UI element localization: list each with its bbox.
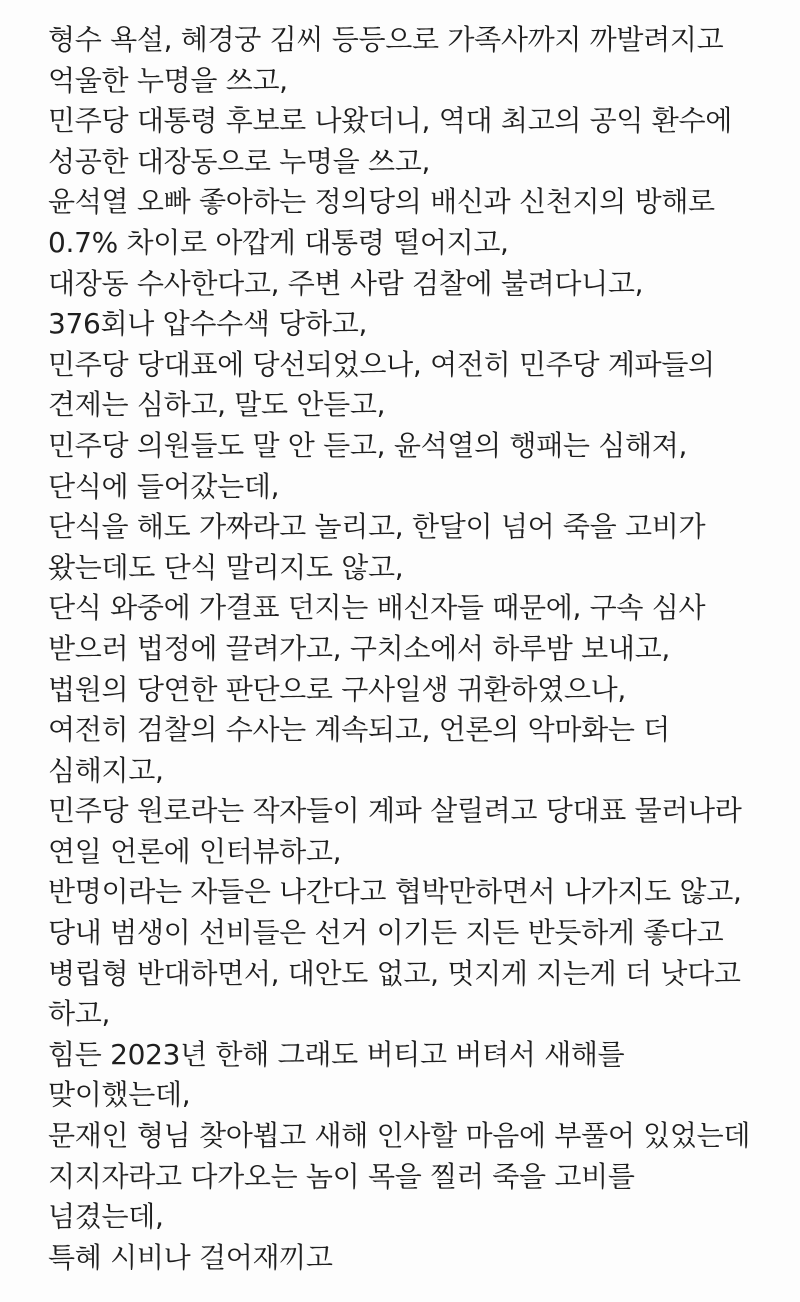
text-line: 376회나 압수수색 당하고, [48, 307, 368, 341]
text-line: 연일 언론에 인터뷰하고, [48, 834, 342, 868]
text-line: 왔는데도 단식 말리지도 않고, [48, 550, 404, 584]
text-line: 윤석열 오빠 좋아하는 정의당의 배신과 신천지의 방해로 [48, 185, 715, 219]
text-line: 힘든 2023년 한해 그래도 버티고 버텨서 새해를 [48, 1037, 625, 1071]
text-line: 민주당 대통령 후보로 나왔더니, 역대 최고의 공익 환수에 [48, 104, 733, 138]
text-line: 견제는 심하고, 말도 안듣고, [48, 388, 386, 422]
text-line: 지지자라고 다가오는 놈이 목을 찔러 죽을 고비를 [48, 1159, 635, 1193]
text-line: 민주당 당대표에 당선되었으나, 여전히 민주당 계파들의 [48, 347, 715, 381]
text-line: 단식을 해도 가짜라고 놀리고, 한달이 넘어 죽을 고비가 [48, 510, 706, 544]
text-line: 특혜 시비나 걸어재끼고 [48, 1240, 333, 1274]
text-line: 성공한 대장동으로 누명을 쓰고, [48, 144, 431, 178]
text-line: 문재인 형님 찾아뵙고 새해 인사할 마음에 부풀어 있었는데 [48, 1119, 751, 1153]
text-line: 민주당 원로라는 작자들이 계파 살릴려고 당대표 물러나라 [48, 794, 742, 828]
post-body-text [48, 20, 793, 1278]
text-line: 병립형 반대하면서, 대안도 없고, 멋지게 지는게 더 낫다고 [48, 956, 741, 990]
text-line: 반명이라는 자들은 나간다고 협박만하면서 나가지도 않고, [48, 875, 742, 909]
text-line: 심해지고, [48, 753, 164, 787]
text-line: 받으러 법정에 끌려가고, 구치소에서 하루밤 보내고, [48, 631, 670, 665]
text-line: 0.7% 차이로 아깝게 대통령 떨어지고, [48, 225, 509, 259]
text-line: 억울한 누명을 쓰고, [48, 63, 288, 97]
text-line: 넘겼는데, [48, 1200, 164, 1234]
text-line: 단식에 들어갔는데, [48, 469, 280, 503]
text-line: 당내 범생이 선비들은 선거 이기든 지든 반듯하게 좋다고 [48, 916, 724, 950]
text-line: 법원의 당연한 판단으로 구사일생 귀환하였으나, [48, 672, 626, 706]
text-line: 대장동 수사한다고, 주변 사람 검찰에 불려다니고, [48, 266, 644, 300]
text-line: 형수 욕설, 혜경궁 김씨 등등으로 가족사까지 까발려지고 [48, 23, 724, 56]
text-line: 민주당 의원들도 말 안 듣고, 윤석열의 행패는 심해져, [48, 428, 688, 462]
text-line: 여전히 검찰의 수사는 계속되고, 언론의 악마화는 더 [48, 713, 670, 747]
text-line: 단식 와중에 가결표 던지는 배신자들 때문에, 구속 심사 [48, 591, 706, 625]
text-line: 맞이했는데, [48, 1078, 191, 1112]
text-line: 하고, [48, 997, 111, 1031]
